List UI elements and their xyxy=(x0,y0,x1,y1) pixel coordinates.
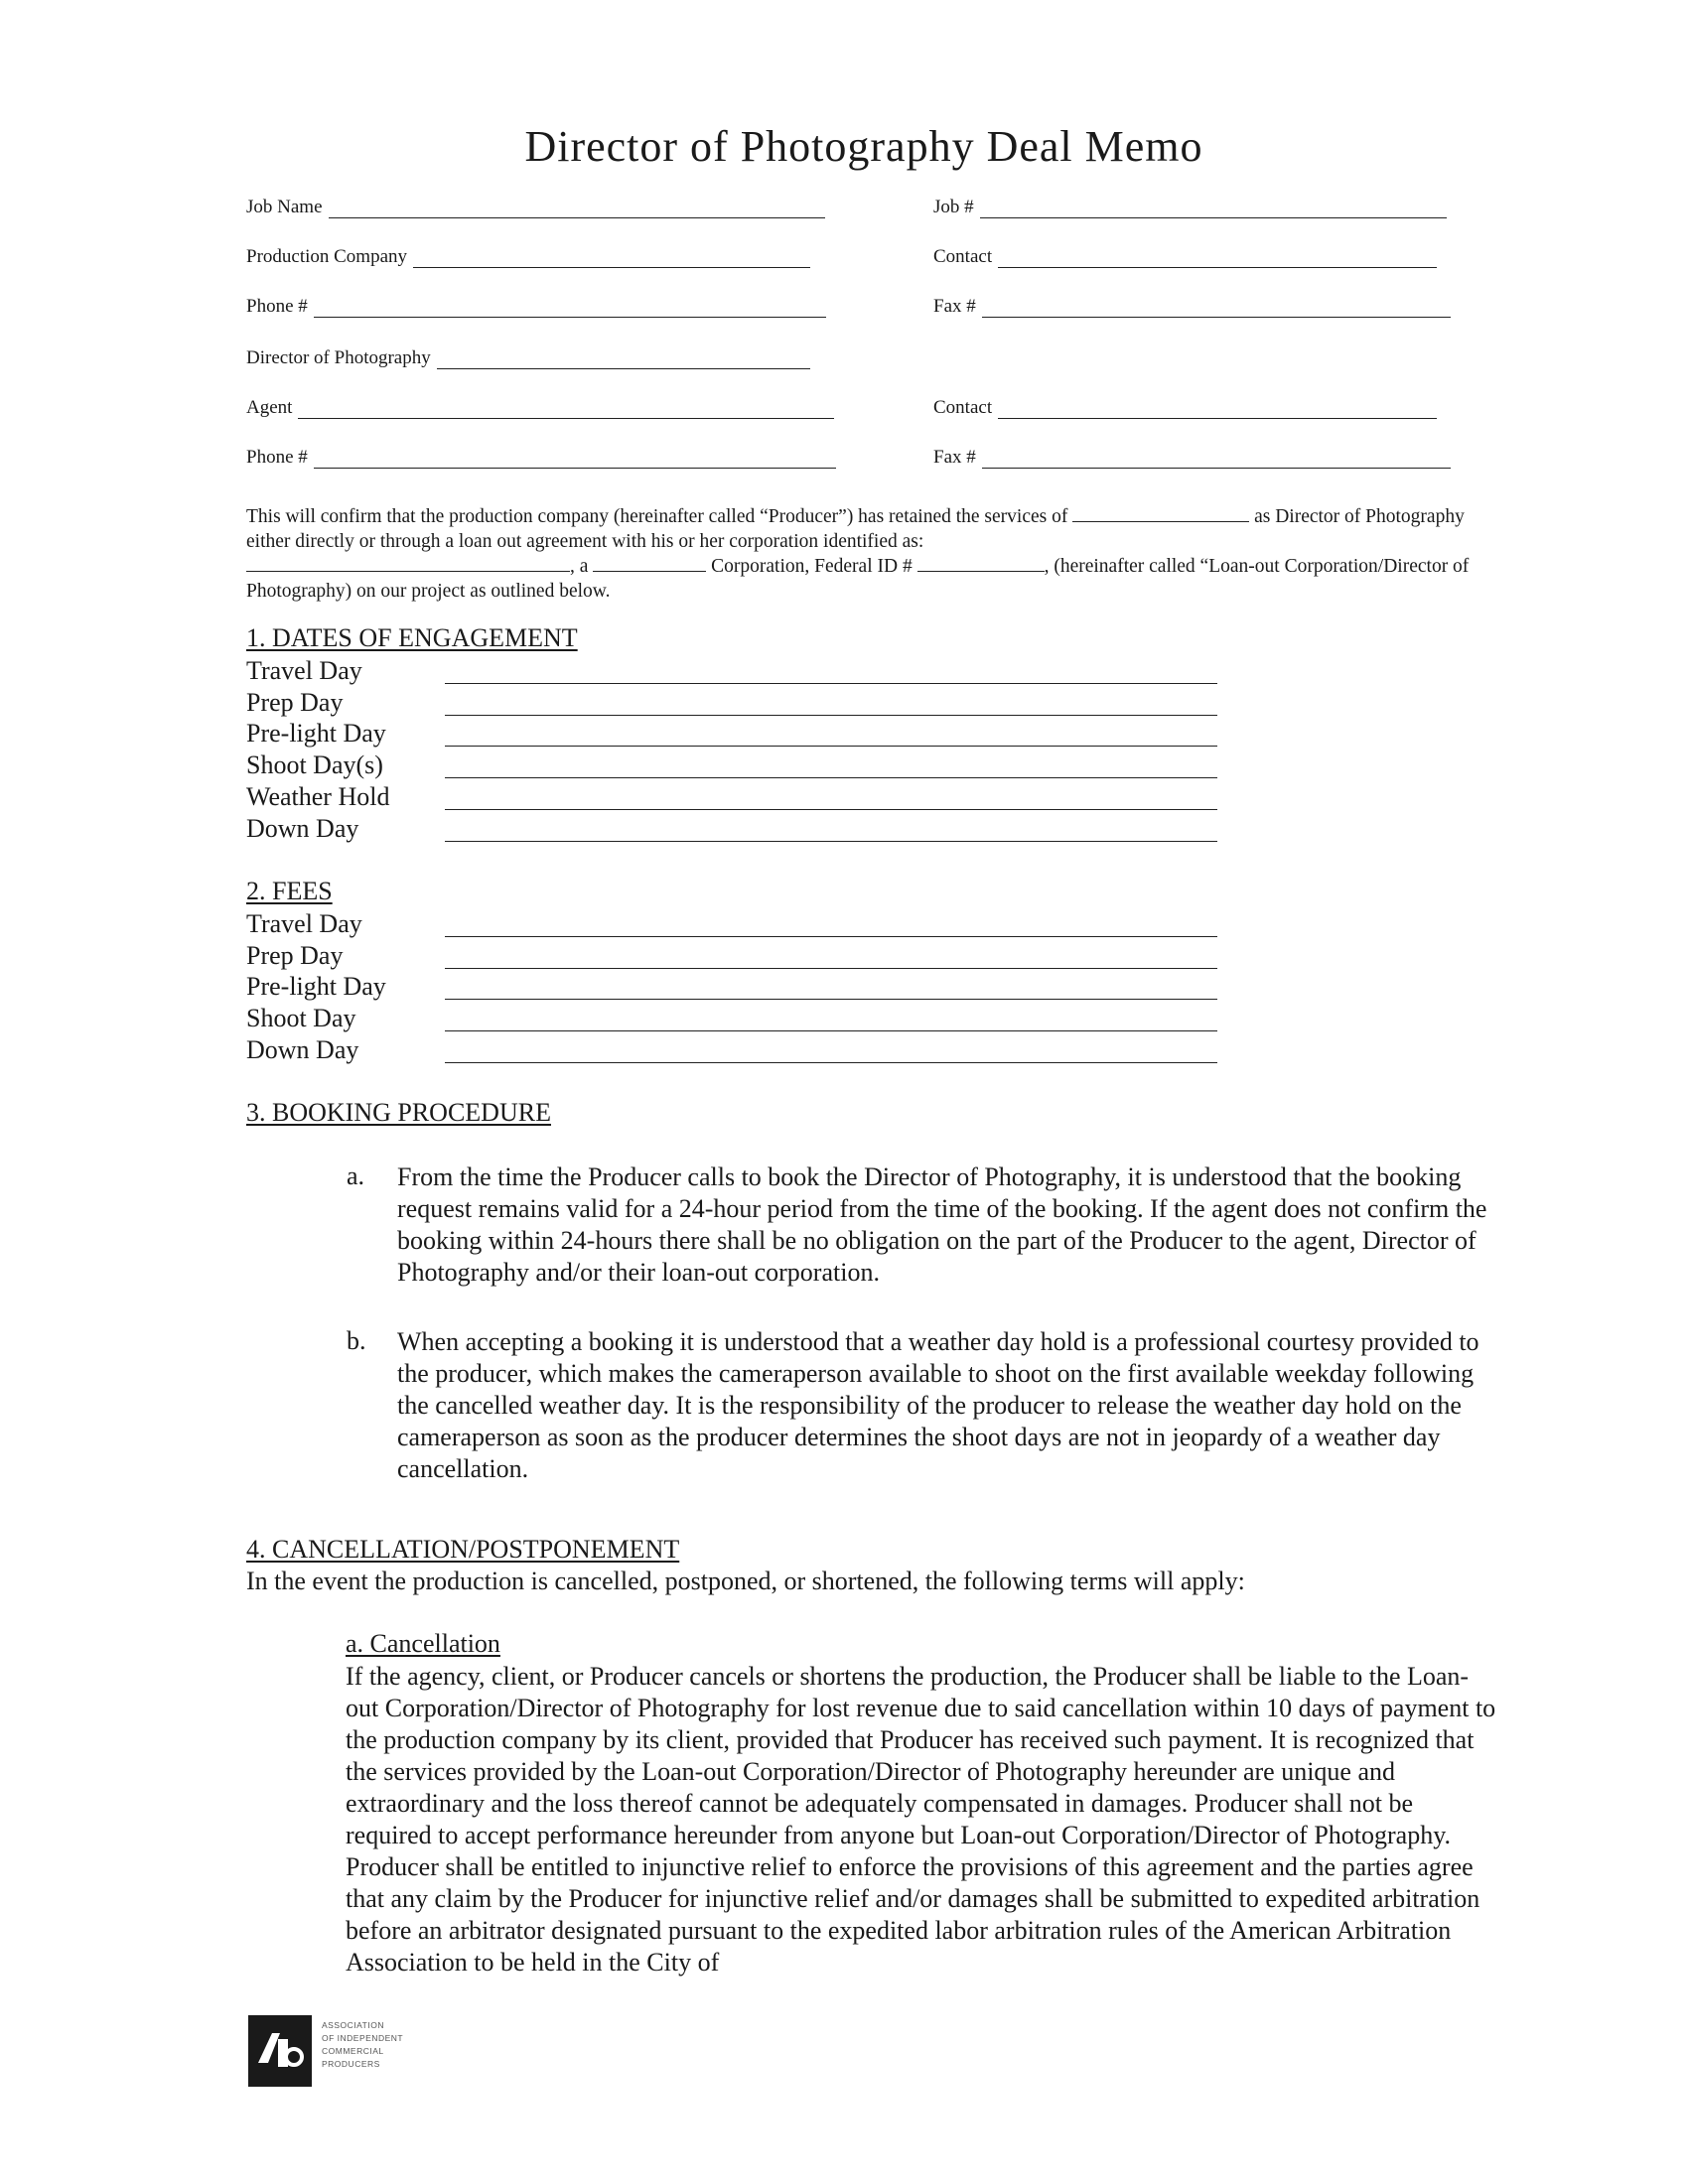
logo-line: COMMERCIAL xyxy=(322,2046,384,2056)
phone-line-1[interactable] xyxy=(314,299,826,318)
section-fees-title: 2. FEES xyxy=(246,877,333,905)
federal-id-blank[interactable] xyxy=(917,555,1045,572)
job-name-field[interactable] xyxy=(246,197,825,218)
fee-item-label: Prep Day xyxy=(246,941,344,970)
document-title: Director of Photography Deal Memo xyxy=(524,122,1203,171)
aicp-mark-graphic xyxy=(248,2015,312,2087)
engagement-item-label: Down Day xyxy=(246,814,359,843)
intro-part-4: Corporation, Federal ID # xyxy=(711,556,913,577)
engagement-item-label: Shoot Day(s) xyxy=(246,751,383,779)
contact-field-2[interactable] xyxy=(933,397,1437,419)
job-number-line[interactable] xyxy=(980,200,1447,218)
job-number-field[interactable] xyxy=(933,197,1447,218)
engagement-item-line[interactable] xyxy=(445,746,1217,747)
section-cancellation-title: 4. CANCELLATION/POSTPONEMENT xyxy=(246,1535,680,1564)
engagement-item-label: Weather Hold xyxy=(246,782,390,811)
corporation-state-blank[interactable] xyxy=(593,555,706,572)
aicp-logo-mark xyxy=(248,2015,312,2087)
fee-item-line[interactable] xyxy=(445,1030,1217,1031)
director-of-photography-line[interactable] xyxy=(437,350,810,369)
engagement-item-line[interactable] xyxy=(445,777,1217,778)
intro-part-3: , a xyxy=(570,556,589,577)
fee-item-label: Pre-light Day xyxy=(246,972,386,1001)
booking-item-a-text: From the time the Producer calls to book the Director of Photography, it is understood that the booking request remains valid for a 24-hour period from the time of the booking. If the agent does not confirm the booking within 24-hours there shall be no obligation on the part of the Producer to the agent, Director of Photography and/or their loan-out corporation. xyxy=(397,1162,1487,1287)
contact-line-2[interactable] xyxy=(998,400,1437,419)
fee-item-label: Shoot Day xyxy=(246,1004,356,1032)
booking-item-b-text: When accepting a booking it is understood that a weather day hold is a professional courtesy provided to the producer, which makes the cameraperson available to shoot on the first available weekday following the cancelled weather day. It is the responsibility of the producer to release the weather day hold on the cameraperson as soon as the producer determines the shoot days are not in jeopardy of a weather day cancellation. xyxy=(397,1327,1479,1483)
engagement-item-line[interactable] xyxy=(445,683,1217,684)
section-booking-procedure-title: 3. BOOKING PROCEDURE xyxy=(246,1098,551,1127)
production-company-line[interactable] xyxy=(413,249,810,268)
corporation-name-blank[interactable] xyxy=(246,555,570,572)
fee-item-line[interactable] xyxy=(445,968,1217,969)
fax-field-2[interactable] xyxy=(933,447,1451,469)
engagement-item-line[interactable] xyxy=(445,809,1217,810)
fee-item-line[interactable] xyxy=(445,999,1217,1000)
logo-line: OF INDEPENDENT xyxy=(322,2033,404,2043)
section-dates-of-engagement-title: 1. DATES OF ENGAGEMENT xyxy=(246,623,578,652)
job-number-label: Job # xyxy=(933,197,974,217)
aicp-logo-text xyxy=(322,2019,403,2071)
cancellation-text: If the agency, client, or Producer cancels or shortens the production, the Producer shall be liable to the Loan-out Corporation/Director of Photography for lost revenue due to said cancellation within 10 days of payment to the production company by its client, provided that Producer has received such payment. It is recognized that the services provided by the Loan-out Corporation/Director of Photography hereunder are unique and extraordinary and the loss thereof cannot be adequately compensated in damages. Producer shall not be required to accept performance hereunder from anyone but Loan-out Corporation/Director of Photography. Producer shall be entitled to injunctive relief to enforce the provisions of this agreement and the parties agree that any claim by the Producer for injunctive relief and/or damages shall be submitted to expedited arbitration before an arbitrator designated pursuant to the expedited labor arbitration rules of the American Arbitration Association to be held in the City of xyxy=(346,1662,1496,1977)
engagement-item-label: Travel Day xyxy=(246,656,362,685)
engagement-item-label: Pre-light Day xyxy=(246,719,386,748)
agent-field[interactable] xyxy=(246,397,834,419)
intro-part-1: This will confirm that the production company (hereinafter called “Producer”) has retained the services of xyxy=(246,506,1068,527)
agent-label: Agent xyxy=(246,397,293,418)
director-of-photography-field[interactable] xyxy=(246,347,810,369)
aicp-logo xyxy=(248,2015,427,2087)
job-name-line[interactable] xyxy=(329,200,825,218)
fax-line-1[interactable] xyxy=(982,299,1451,318)
phone-label-2: Phone # xyxy=(246,447,308,468)
intro-part-5: , (hereinafter called “Loan-out Corporation/Director of Photography) on our project as outlined below. xyxy=(246,556,1470,602)
section-cancellation-intro: In the event the production is cancelled, postponed, or shortened, the following terms will apply: xyxy=(246,1567,1245,1595)
booking-item-b-marker: b. xyxy=(347,1326,366,1355)
phone-field-1[interactable] xyxy=(246,296,826,318)
dp-name-blank[interactable] xyxy=(1072,505,1249,522)
phone-line-2[interactable] xyxy=(314,450,836,469)
fax-line-2[interactable] xyxy=(982,450,1451,469)
intro-part-2: as Director of Photography either directly or through a loan out agreement with his or her corporation identified as: xyxy=(246,506,1465,552)
contact-line-1[interactable] xyxy=(998,249,1437,268)
fax-label-2: Fax # xyxy=(933,447,976,468)
intro-paragraph xyxy=(246,504,1487,604)
contact-field-1[interactable] xyxy=(933,246,1437,268)
engagement-item-line[interactable] xyxy=(445,715,1217,716)
phone-field-2[interactable] xyxy=(246,447,836,469)
cancellation-subsection-title: a. Cancellation xyxy=(346,1629,500,1658)
phone-label-1: Phone # xyxy=(246,296,308,317)
engagement-item-line[interactable] xyxy=(445,841,1217,842)
fee-item-line[interactable] xyxy=(445,1062,1217,1063)
contact-label-1: Contact xyxy=(933,246,993,267)
production-company-field[interactable] xyxy=(246,246,810,268)
fee-item-label: Travel Day xyxy=(246,909,362,938)
job-name-label: Job Name xyxy=(246,197,323,217)
fee-item-line[interactable] xyxy=(445,936,1217,937)
logo-line: PRODUCERS xyxy=(322,2059,380,2069)
engagement-item-label: Prep Day xyxy=(246,688,344,717)
production-company-label: Production Company xyxy=(246,246,408,267)
fee-item-label: Down Day xyxy=(246,1035,359,1064)
director-of-photography-label: Director of Photography xyxy=(246,347,431,368)
fax-field-1[interactable] xyxy=(933,296,1451,318)
fax-label-1: Fax # xyxy=(933,296,976,317)
logo-line: ASSOCIATION xyxy=(322,2020,384,2030)
booking-item-a-marker: a. xyxy=(347,1161,365,1190)
agent-line[interactable] xyxy=(298,400,834,419)
contact-label-2: Contact xyxy=(933,397,993,418)
